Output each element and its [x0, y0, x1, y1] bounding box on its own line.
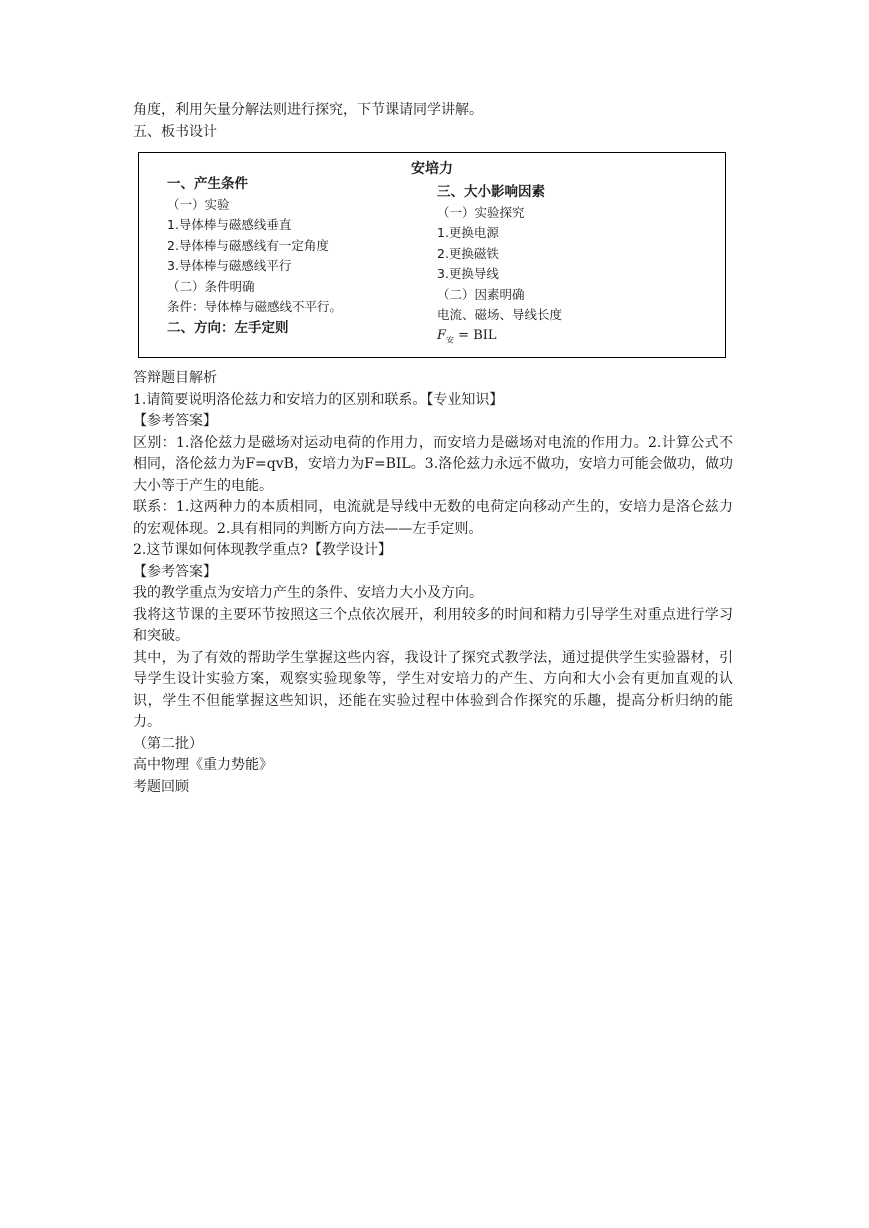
board-left-item: 1.导体棒与磁感线垂直	[167, 217, 292, 232]
paragraph: 区别：1.洛伦兹力是磁场对运动电荷的作用力，而安培力是磁场对电流的作用力。2.计算公式不相同，洛伦兹力为F=qvB，安培力为F=BIL。3.洛伦兹力永远不做功，安培力可能会做功，做功大小等于产生的电能。	[133, 434, 733, 494]
section-title: 五、板书设计	[133, 123, 217, 140]
board-title: 安培力	[411, 161, 453, 177]
board-right-item: （一）实验探究	[437, 204, 525, 220]
text-line: 答辩题目解析	[133, 370, 217, 386]
blackboard-design-box	[138, 152, 726, 358]
paragraph: 我将这节课的主要环节按照这三个点依次展开，利用较多的时间和精力引导学生对重点进行学习和突破。	[133, 606, 733, 644]
board-left-column	[167, 174, 342, 338]
board-right-item: （二）因素明确	[437, 286, 525, 302]
text-line: 【参考答案】	[133, 413, 217, 429]
intro-line: 角度，利用矢量分解法则进行探究，下节课请同学讲解。	[133, 102, 483, 118]
board-right-item: 1.更换电源	[437, 225, 499, 240]
board-right-item: 三、大小影响因素	[437, 184, 545, 200]
formula-rhs: = BIL	[458, 327, 497, 343]
text-line: 【参考答案】	[133, 563, 217, 580]
board-left-item: 3.导体棒与磁感线平行	[167, 258, 292, 273]
text-line: 高中物理《重力势能》	[133, 757, 273, 773]
board-left-item: 二、方向：左手定则	[167, 319, 289, 336]
text-line: 2.这节课如何体现教学重点?【教学设计】	[133, 542, 392, 558]
text-line: 我的教学重点为安培力产生的条件、安培力大小及方向。	[133, 585, 483, 601]
board-left-item: 一、产生条件	[167, 176, 248, 192]
board-left-item: 2.导体棒与磁感线有一定角度	[167, 237, 329, 253]
text-line: 1.请简要说明洛伦兹力和安培力的区别和联系。【专业知识】	[133, 391, 504, 408]
analysis-content	[133, 368, 733, 798]
board-right-item: 电流、磁场、导线长度	[437, 307, 563, 322]
text-line: （第二批）	[133, 735, 203, 752]
board-right-column	[437, 182, 562, 351]
paragraph: 联系：1.这两种力的本质相同，电流就是导线中无数的电荷定向移动产生的，安培力是洛仑兹力的宏观体现。2.具有相同的判断方向方法——左手定则。	[133, 499, 733, 537]
text-line: 考题回顾	[133, 778, 189, 795]
board-left-item: （一）实验	[167, 196, 230, 212]
board-left-item: 条件：导体棒与磁感线不平行。	[167, 299, 343, 314]
paragraph: 其中，为了有效的帮助学生掌握这些内容，我设计了探究式教学法，通过提供学生实验器材，引导学生设计实验方案，观察实验现象等，学生对安培力的产生、方向和大小会有更加直观的认识，学生不但能掌握这些知识，还能在实验过程中体验到合作探究的乐趣，提高分析归纳的能力。	[133, 649, 733, 730]
board-right-item: 3.更换导线	[437, 266, 499, 281]
document-page	[133, 100, 733, 798]
formula-symbol: F	[437, 327, 447, 343]
board-left-item: （二）条件明确	[167, 278, 255, 294]
ampere-force-formula	[437, 326, 562, 351]
formula-subscript: 安	[446, 335, 455, 345]
board-right-item: 2.更换磁铁	[437, 245, 499, 261]
